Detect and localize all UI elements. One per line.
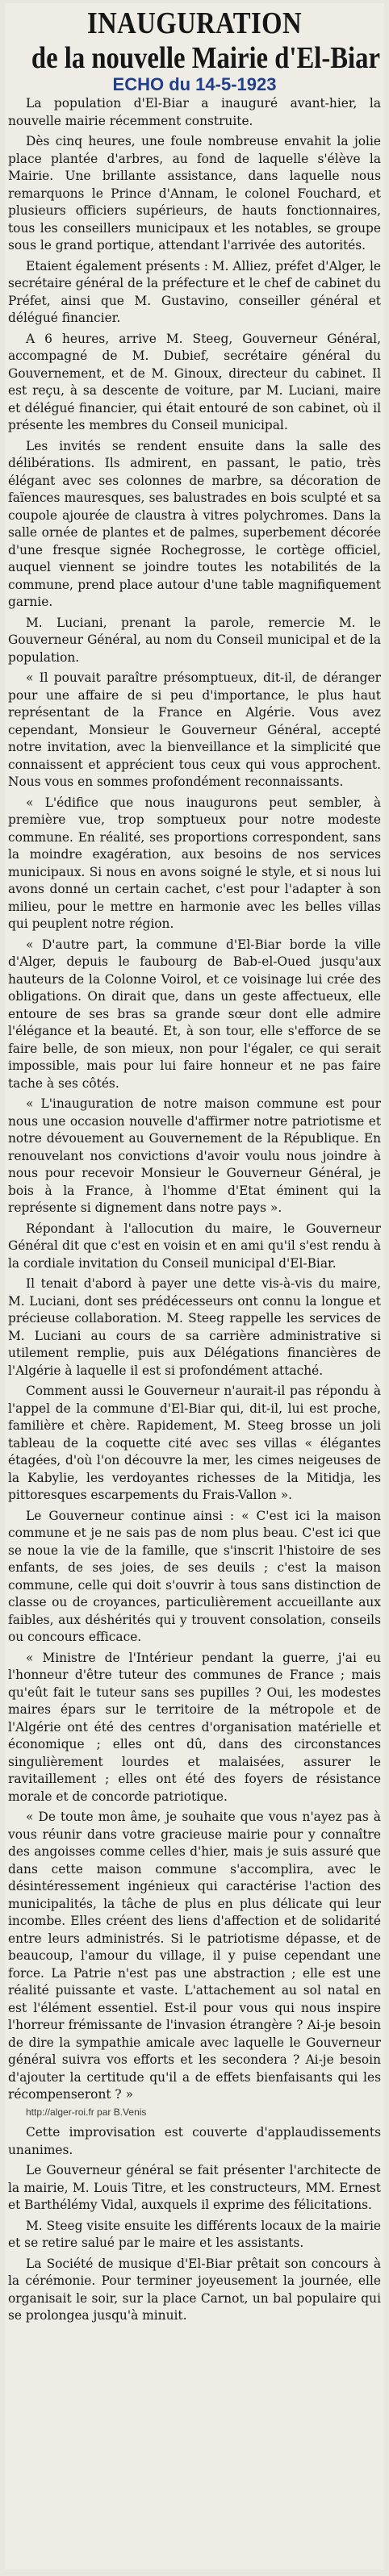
paragraph: Répondant à l'allocution du maire, le Gouverneur Général dit que c'est en voisin et en ami qu'il s'est rendu à la cordiale invitation du Conseil municipal d'El-Biar. — [8, 1221, 381, 1271]
headline-inauguration: INAUGURATION — [86, 6, 303, 40]
credit-line — [8, 2104, 381, 2122]
paragraph: La population d'El-Biar a inauguré avant-hier, la nouvelle mairie récemment construite. — [8, 96, 381, 128]
paragraph: « Il pouvait paraître présomptueux, dit-il, de déranger pour une affaire de si peu d'importance, le plus haut représentant de la France en Algérie. Vous avez cependant, Monsieur le Gouverneur Général, accepté notre invitation, avec la bienveillance et la simplicité que connaissent et apprécient tous ceux qui vous approchent. Nous vous en sommes profondément reconnaissants. — [8, 670, 381, 789]
paragraph: A 6 heures, arrive M. Steeg, Gouverneur Général, accompagné de M. Dubief, secrétaire général du Gouvernement, et de M. Ginoux, directeur du cabinet. Il est reçu, à sa descente de voiture, par M. Luciani, maire et délégué financier, qui était entouré de son cabinet, où il présente les membres du Conseil municipal. — [8, 331, 381, 432]
paragraph: Le Gouverneur général se fait présenter l'architecte de la mairie, M. Louis Titre, et les constructeurs, MM. Ernest et Barthélémy Vidal, auxquels il exprime des félicitations. — [8, 2163, 381, 2212]
paragraph: Cette improvisation est couverte d'applaudissements unanimes. — [8, 2125, 381, 2157]
paragraph: « De toute mon âme, je souhaite que vous n'ayez pas à vous réunir dans votre gracieuse mairie pour y connaître des angoisses comme celles d'hier, mais je suis assuré que dans cette maison commune s'accomplira, avec le désintéressement ingénieux qui caractérise l'action des municipalités, la tâche de plus en plus délicate qui leur incombe. Elles créent des liens d'affection et de solidarité entre leurs administrés. Si le patriotisme dépasse, et de beaucoup, l'amour du village, il y puise cependant une force. La Patrie n'est pas une abstraction ; elle est une réalité puissante et vaste. L'attachement au sol natal en est l'élément essentiel. Est-il pour vous qui nous inspire l'horreur frémissante de l'invasion étrangère ? Ai-je besoin de dire la sympathie amicale avec laquelle le Gouverneur général suivra vos efforts et les secondera ? Ai-je besoin d'ajouter la certitude qu'il a de effets bienfaisants qui les récompenseront ? » — [8, 1810, 381, 2102]
article-body — [5, 95, 384, 2325]
paragraph: Le Gouverneur continue ainsi : « C'est ici la maison commune et je ne sais pas de nom plus beau. C'est ici que se noue la vie de la famille, que s'inscrit l'histoire de ses enfants, de ses joies, de ses deuils ; c'est la maison commune, celle qui doit s'ouvrir à tous sans distinction de classe ou de croyances, particulièrement accueillante aux faibles, aux déshérités qui y trouvent consolation, conseils ou concours efficace. — [8, 1508, 381, 1644]
paragraph: Dès cinq heures, une foule nombreuse envahit la jolie place plantée d'arbres, au fond de laquelle s'élève la Mairie. Une brillante assistance, dans laquelle nous remarquons le Prince d'Annam, le colonel Fouchard, et plusieurs officiers supérieurs, de hauts fonctionnaires, tous les conseillers municipaux et les notables, se groupe sous le grand portique, attendant l'arrivée des autorités. — [8, 134, 381, 253]
credit-text: http://alger-roi.fr par B.Venis — [26, 2106, 147, 2118]
paragraph: Comment aussi le Gouverneur n'aurait-il pas répondu à l'appel de la commune d'El-Biar qui, dit-il, lui est proche, familière et chère. Rapidement, M. Steeg brosse un joli tableau de la coquette cité avec ses villas « élégantes étagées, d'où l'on découvre la mer, les cimes neigeuses de la Kabylie, les verdoyantes richesses de la Mitidja, les pittoresques escarpements du Frais-Vallon ». — [8, 1384, 381, 1502]
paragraph: La Société de musique d'El-Biar prêtait son concours à la cérémonie. Pour terminer joyeusement la journée, elle organisait le soir, sur la place Carnot, un bal populaire qui se prolongea jusqu'à minuit. — [8, 2256, 381, 2323]
source-date-caption: ECHO du 14-5-1923 — [112, 74, 277, 94]
paragraph: « L'inauguration de notre maison commune est pour nous une occasion nouvelle d'affirmer notre patriotisme et notre dévouement au Gouvernement de la République. En renouvelant nos convictions d'avoir voulu nous joindre à nous pour recevoir Monsieur le Gouverneur Général, je bois à la France, à l'homme d'Etat éminent qui la représente si dignement dans notre pays ». — [8, 1096, 381, 1215]
paragraph: « D'autre part, la commune d'El-Biar borde la ville d'Alger, depuis le faubourg de Bab-el-Oued jusqu'aux hauteurs de la Colonne Voirol, et ce voisinage lui crée des obligations. On dirait que, dans un geste affectueux, elle entoure de ses bras sa grande sœur dont elle admire l'élégance et la beauté. Et, à son tour, elle s'efforce de se faire belle, de son mieux, non pour l'égaler, ce qui serait impossible, mais pour lui faire honneur et ne pas faire tache à ses côtés. — [8, 937, 381, 1091]
paragraph: « Ministre de l'Intérieur pendant la guerre, j'ai eu l'honneur d'être tuteur des communes de France ; mais qu'eût fait le tuteur sans ses pupilles ? Oui, les modestes maires épars sur le territoire de la métropole et de l'Algérie ont été des centres d'organisation matérielle et économique ; elles ont dû, dans des circonstances singulièrement lourdes et malaisées, assurer le ravitaillement ; elles ont été des foyers de résistance morale et de concorde patriotique. — [8, 1650, 381, 1804]
newspaper-clipping — [5, 3, 384, 2570]
paragraph: M. Luciani, prenant la parole, remercie M. le Gouverneur Général, au nom du Conseil municipal et de la population. — [8, 615, 381, 665]
paragraph: Etaient également présents : M. Alliez, préfet d'Alger, le secrétaire général de la préfecture et le chef de cabinet du Préfet, ainsi que M. Gustavino, conseiller général et délégué financier. — [8, 258, 381, 325]
paragraph: Les invités se rendent ensuite dans la salle des délibérations. Ils admirent, en passant, le patio, très élégant avec ses colonnes de marbre, sa décoration de faïences mauresques, ses balustrades en bois sculpté et sa coupole ajourée de claustra à vitres polychromes. Dans la salle ornée de plantes et de palmes, superbement décorée d'une fresque signée Rochegrosse, le cortège officiel, auquel viennent se joindre toutes les notabilités de la commune, prend place autour d'une table magnifiquement garnie. — [8, 438, 381, 609]
paragraph: Il tenait d'abord à payer une dette vis-à-vis du maire, M. Luciani, dont ses prédécesseurs ont connu la longue et précieuse collaboration. M. Steeg rappelle les services de M. Luciani au cours de sa carrière administrative si utilement remplie, puis aux Délégations financières de l'Algérie à laquelle il est si profondément attaché. — [8, 1276, 381, 1378]
paragraph: M. Steeg visite ensuite les différents locaux de la mairie et se retire salué par le maire et les assistants. — [8, 2218, 381, 2250]
headline-mairie-el-biar: de la nouvelle Mairie d'El-Biar — [31, 41, 380, 75]
paragraph: « L'édifice que nous inaugurons peut sembler, à première vue, trop somptueux pour notre modeste commune. En réalité, ses proportions correspondent, sans la moindre exagération, aux besoins de nos services municipaux. Si nous en avons soigné le style, et si nous lui avons donné un certain cachet, c'est pour l'adapter à son milieu, pour le mettre en harmonie avec les belles villas qui peuplent notre région. — [8, 795, 381, 931]
